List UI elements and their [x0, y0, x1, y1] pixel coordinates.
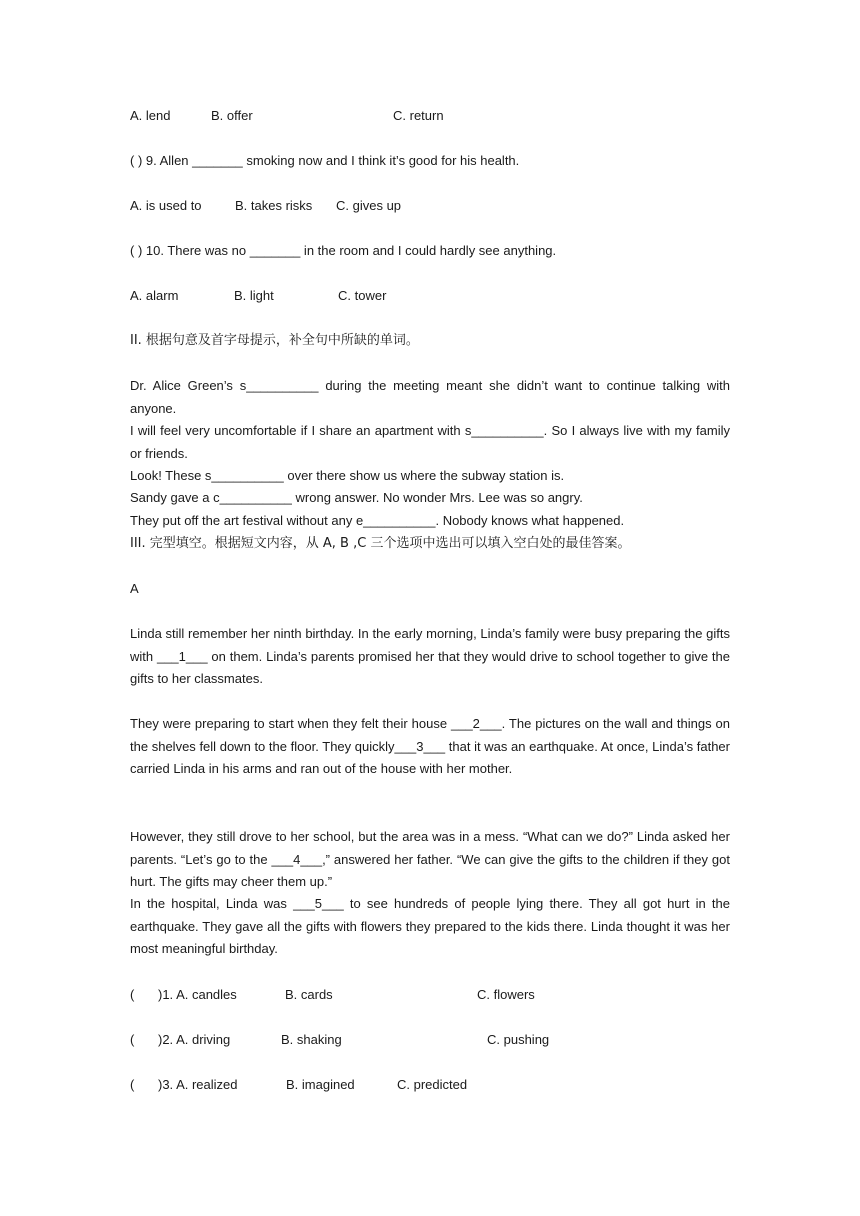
q10-options [130, 287, 730, 305]
q9-option-a: A. is used to [130, 198, 202, 213]
passage-paragraph-2: They were preparing to start when they felt their house ___2___. The pictures on the wall and things on the shelves fell down to the floor. They quickly___3___ that it was an earthquake. At once, Linda’s father carried Linda in his arms and ran out of the house with her mother. [130, 716, 730, 776]
cloze-question-1 [130, 986, 730, 1004]
passage-paragraph-1: Linda still remember her ninth birthday. In the early morning, Linda’s family were busy preparing the gifts with ___1___ on them. Linda’s parents promised her that they would drive to school together to give the gifts to her classmates. [130, 626, 730, 686]
section-2-sentence-4: Sandy gave a c__________ wrong answer. No wonder Mrs. Lee was so angry. [130, 490, 583, 505]
cloze-question-2 [130, 1031, 730, 1049]
question-option-a: )3. A. realized [158, 1077, 238, 1092]
q10-stem: ( ) 10. There was no _______ in the room and I could hardly see anything. [130, 243, 557, 258]
question-option-c: C. flowers [477, 987, 535, 1002]
section-3-heading: III. 完型填空。根据短文内容，从 A, B ,C 三个选项中选出可以填入空白处的最佳答案。 [130, 536, 631, 551]
section-2-heading: II. 根据句意及首字母提示，补全句中所缺的单词。 [130, 333, 419, 348]
question-option-a: )1. A. candles [158, 987, 237, 1002]
q8-option-a: A. lend [130, 108, 171, 123]
question-option-b: B. cards [285, 987, 333, 1002]
cloze-question-3 [130, 1076, 730, 1094]
q10-option-c: C. tower [338, 288, 387, 303]
q9-stem: ( ) 9. Allen _______ smoking now and I think it’s good for his health. [130, 153, 520, 168]
answer-bracket: ( [130, 987, 135, 1002]
question-option-b: B. shaking [281, 1032, 342, 1047]
section-2-sentence-5: They put off the art festival without any e__________. Nobody knows what happened. [130, 513, 625, 528]
section-2-sentence-1: Dr. Alice Green’s s__________ during the meeting meant she didn’t want to continue talking with anyone. [130, 378, 730, 416]
q8-option-b: B. offer [211, 108, 253, 123]
q9-option-c: C. gives up [336, 198, 402, 213]
answer-bracket: ( [130, 1077, 135, 1092]
q8-option-c: C. return [393, 108, 444, 123]
section-2-sentence-2: I will feel very uncomfortable if I share an apartment with s__________. So I always live with my family or friends. [130, 423, 730, 461]
question-option-b: B. imagined [286, 1077, 355, 1092]
section-2-sentence-3: Look! These s__________ over there show us where the subway station is. [130, 468, 565, 483]
answer-bracket: ( [130, 1032, 135, 1047]
q9-options [130, 197, 730, 215]
question-option-c: C. pushing [487, 1032, 550, 1047]
passage-label: A [130, 581, 139, 596]
question-option-a: )2. A. driving [158, 1032, 231, 1047]
passage-paragraph-3: However, they still drove to her school, but the area was in a mess. “What can we do?” Linda asked her parents. “Let’s go to the ___4___,” answered her father. “We can give the gifts to the children if they got hurt. The gifts may cheer them up.” [130, 829, 730, 889]
q10-option-a: A. alarm [130, 288, 179, 303]
q10-option-b: B. light [234, 288, 274, 303]
question-option-c: C. predicted [397, 1077, 468, 1092]
passage-paragraph-4: In the hospital, Linda was ___5___ to see hundreds of people lying there. They all got hurt in the earthquake. They gave all the gifts with flowers they prepared to the kids there. Linda thought it was her most meaningful birthday. [130, 896, 730, 956]
q9-option-b: B. takes risks [235, 198, 313, 213]
